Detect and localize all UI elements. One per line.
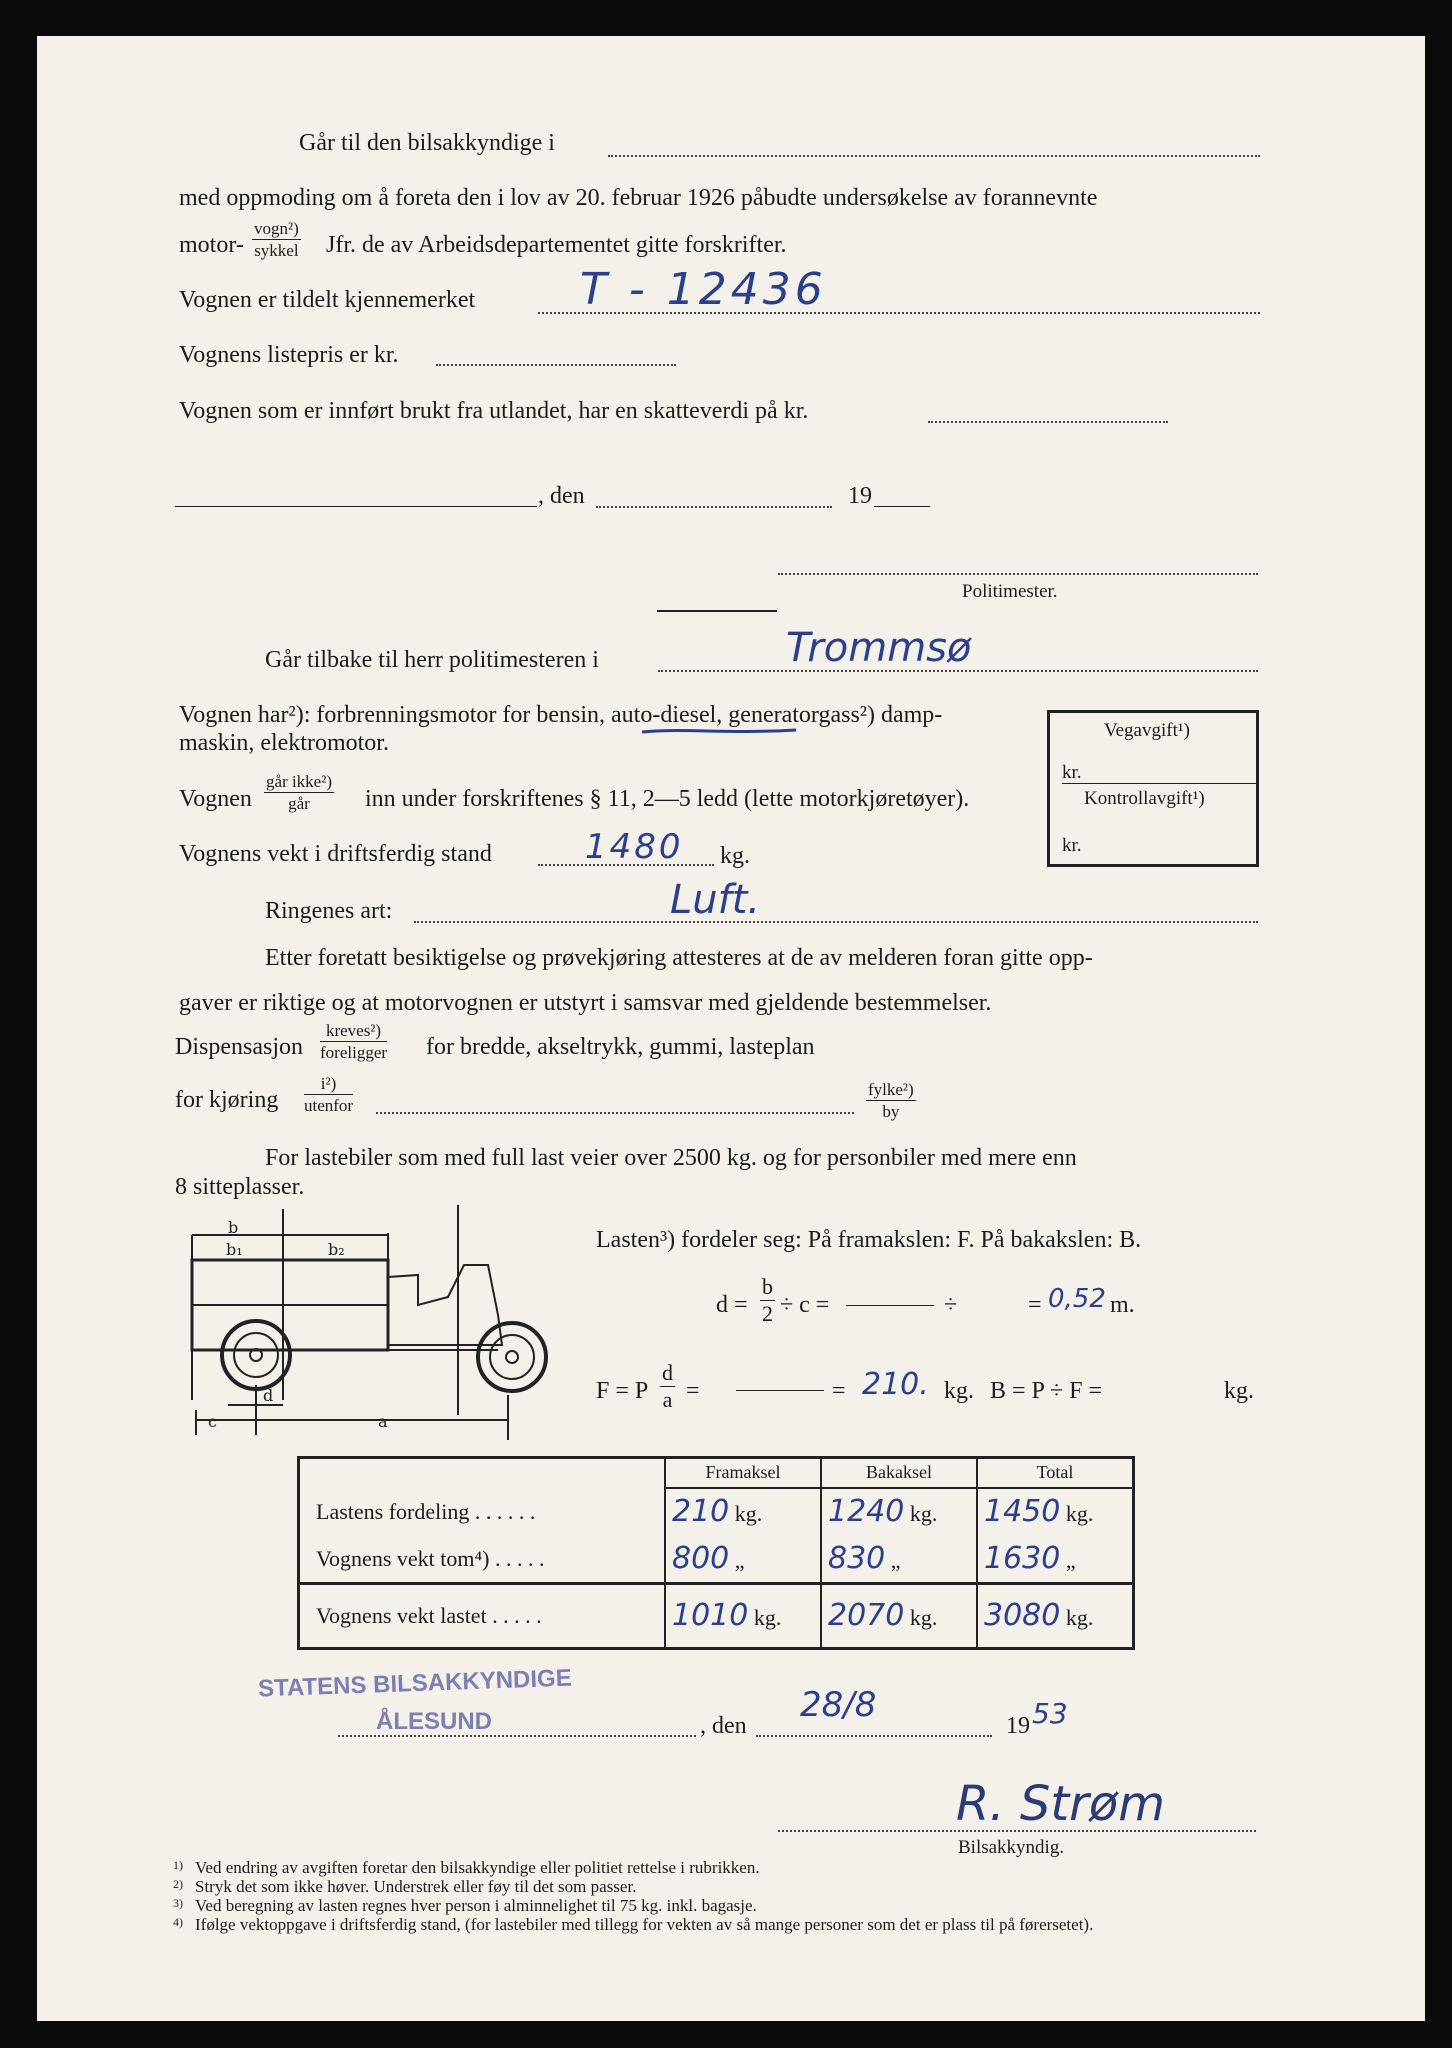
disp-label: Dispensasjon (175, 1034, 303, 1060)
attest-line1: Etter foretatt besiktigelse og prøvekjøring attesteres at de av melderen foran gitte opp- (265, 945, 1093, 971)
disp-fraction: kreves²) foreligger (320, 1021, 388, 1062)
footnote-item: 3) Ved beregning av lasten regnes hver person i alminnelighet til 75 kg. inkl. bagasje. (173, 1896, 757, 1915)
d-formula-div: ÷ (944, 1292, 958, 1318)
politimester-signature-field[interactable] (778, 573, 1258, 575)
kjennemerke-value: T - 12436 (580, 264, 827, 315)
cell-unit: „ (734, 1547, 745, 1573)
line1-label: Går til den bilsakkyndige i (299, 130, 555, 156)
motor-prefix: motor- (179, 232, 244, 258)
vekt-unit: kg. (720, 843, 750, 869)
cell-unit: kg. (753, 1604, 782, 1630)
police-date-field[interactable] (596, 506, 832, 508)
fylke-fraction: fylke²) by (868, 1080, 914, 1121)
dim-b1: b₁ (226, 1240, 243, 1259)
cell-unit: „ (1065, 1547, 1076, 1573)
cell-unit: kg. (1065, 1501, 1094, 1527)
d-fraction: $\frac{b}{2}$ (762, 1274, 773, 1326)
motor-type-line2: maskin, elektromotor. (179, 730, 389, 756)
cell-value: 2070 (828, 1597, 905, 1633)
table-row (299, 1536, 1134, 1584)
cell-value: 1010 (672, 1597, 749, 1633)
motor-fraction: vogn²) sykkel (254, 219, 299, 260)
skatteverdi-field[interactable] (928, 421, 1168, 423)
place-field[interactable] (175, 506, 537, 507)
d-blank-line (846, 1305, 934, 1306)
kjennemerke-label: Vognen er tildelt kjennemerket (179, 287, 476, 313)
bilsakkyndige-place-field[interactable] (608, 155, 1260, 157)
ringenes-label: Ringenes art: (265, 898, 393, 924)
kjoring-label: for kjøring (175, 1087, 279, 1113)
police-den-label: , den (538, 483, 585, 509)
footnote-item: 4) Ifølge vektoppgave i driftsferdig stand, (for lastebiler med tillegg for vekten av så mange personer som det er plass til på førersetet). (173, 1915, 1094, 1934)
line2-text: med oppmoding om å foreta den i lov av 20. februar 1926 påbudte undersøkelse av forannevnte (179, 185, 1098, 211)
politimester-label: Politimester. (962, 581, 1058, 602)
header-framaksel: Framaksel (665, 1458, 821, 1488)
f-unit: kg. (944, 1378, 974, 1404)
lastebil-line1: For lastebiler som med full last veier over 2500 kg. og for personbiler med mere enn (265, 1145, 1077, 1171)
vekt-value: 1480 (585, 827, 684, 867)
load-distribution-table (297, 1456, 1135, 1650)
motor-suffix: Jfr. de av Arbeidsdepartementet gitte forskrifter. (326, 232, 787, 258)
cell-value: 830 (828, 1540, 886, 1576)
row-label: Vognens vekt lastet . . . . . (299, 1583, 666, 1648)
inspection-year-value: 53 (1032, 1697, 1068, 1730)
inspection-den-label: , den (700, 1713, 747, 1739)
d-formula-eq: = (1028, 1292, 1042, 1318)
stamp-line1: STATENS BILSAKKYNDIGE (257, 1664, 573, 1703)
dim-b2: b₂ (328, 1240, 345, 1259)
kontrollavgift-label: Kontrollavgift¹) (1084, 788, 1205, 809)
gaar-suffix: inn under forskriftenes § 11, 2—5 ledd (lette motorkjøretøyer). (365, 786, 970, 812)
cell-value: 210 (672, 1494, 730, 1530)
lasten-fordeler: Lasten³) fordeler seg: På framakslen: F. På bakakslen: B. (596, 1227, 1142, 1253)
vegavgift-kr: kr. (1062, 762, 1082, 783)
motor-type-line1: Vognen har²): forbrenningsmotor for bensin, auto-diesel, generatorgass²) damp- (179, 702, 943, 728)
gaar-prefix: Vognen (179, 786, 252, 812)
dim-a: a (378, 1412, 388, 1431)
signature: R. Strøm (956, 1776, 1166, 1832)
gaar-fraction: går ikke²) går (266, 772, 332, 813)
d-value: 0,52 (1048, 1284, 1106, 1314)
inspection-date-value: 28/8 (800, 1685, 877, 1725)
row-label: Lastens fordeling . . . . . . (299, 1488, 666, 1536)
table-row (299, 1488, 1134, 1536)
vegavgift-label: Vegavgift¹) (1104, 720, 1190, 741)
vegavgift-field[interactable] (1062, 783, 1256, 784)
police-year-prefix: 19 (848, 483, 872, 509)
inspection-date-field[interactable] (756, 1735, 992, 1737)
inspection-place-field[interactable] (338, 1735, 696, 1737)
b-formula: B = P ÷ F = (990, 1378, 1103, 1404)
cell-value: 800 (672, 1540, 730, 1576)
bilsakkyndig-label: Bilsakkyndig. (958, 1837, 1065, 1858)
header-total: Total (977, 1458, 1134, 1488)
f-formula-eq2: = (832, 1378, 846, 1404)
f-formula-lhs: F = P (596, 1378, 649, 1404)
disp-suffix: for bredde, akseltrykk, gummi, lasteplan (426, 1034, 815, 1060)
table-row (299, 1583, 1134, 1648)
row-label: Vognens vekt tom⁴) . . . . . (299, 1536, 666, 1584)
inspection-year-prefix: 19 (1006, 1713, 1030, 1739)
footnote-item: 2) Stryk det som ikke høver. Understrek eller føy til det som passer. (173, 1877, 637, 1896)
listepris-label: Vognens listepris er kr. (179, 342, 399, 368)
f-blank-line (736, 1390, 824, 1391)
footnotes (173, 1858, 1263, 1934)
kjoring-field[interactable] (376, 1112, 854, 1114)
cell-unit: „ (890, 1547, 901, 1573)
footnote-item: 1) Ved endring av avgiften foretar den bilsakkyndige eller politiet rettelse i rubrikken. (173, 1858, 760, 1877)
tilbake-value: Trommsø (786, 625, 972, 671)
stamp-line2: ÅLESUND (376, 1708, 493, 1735)
cell-unit: kg. (734, 1501, 763, 1527)
b-unit: kg. (1224, 1378, 1254, 1404)
dim-b: b (228, 1218, 239, 1237)
attest-line2: gaver er riktige og at motorvognen er utstyrt i samsvar med gjeldende bestemmelser. (179, 990, 992, 1016)
section-divider (657, 610, 777, 612)
header-bakaksel: Bakaksel (821, 1458, 977, 1488)
cell-value: 1450 (984, 1494, 1061, 1530)
kjoring-fraction: i²) utenfor (304, 1074, 354, 1115)
dim-d: d (263, 1386, 274, 1405)
police-year-field[interactable] (874, 506, 930, 507)
d-unit: m. (1110, 1292, 1135, 1318)
f-formula-eq: = (686, 1378, 700, 1404)
vekt-label: Vognens vekt i driftsferdig stand (179, 841, 492, 867)
cell-value: 3080 (984, 1597, 1061, 1633)
skatteverdi-label: Vognen som er innført brukt fra utlandet, har en skatteverdi på kr. (179, 398, 809, 424)
lastebil-line2: 8 sitteplasser. (175, 1174, 305, 1200)
cell-unit: kg. (909, 1501, 938, 1527)
listepris-field[interactable] (436, 364, 676, 366)
kontrollavgift-kr: kr. (1062, 835, 1082, 856)
d-formula-lhs: d = (716, 1292, 748, 1318)
dim-c: c (208, 1412, 217, 1431)
f-fraction: $\frac{d}{a}$ (662, 1360, 673, 1412)
d-formula-mid: ÷ c = (780, 1292, 830, 1318)
truck-diagram (168, 1205, 558, 1445)
ringenes-value: Luft. (670, 877, 761, 923)
cell-unit: kg. (909, 1604, 938, 1630)
cell-value: 1240 (828, 1494, 905, 1530)
f-value: 210. (862, 1367, 929, 1402)
cell-unit: kg. (1065, 1604, 1094, 1630)
cell-value: 1630 (984, 1540, 1061, 1576)
ringenes-field[interactable] (414, 921, 1258, 923)
tilbake-label: Går tilbake til herr politimesteren i (265, 647, 599, 673)
auto-diesel-underline (640, 724, 800, 738)
